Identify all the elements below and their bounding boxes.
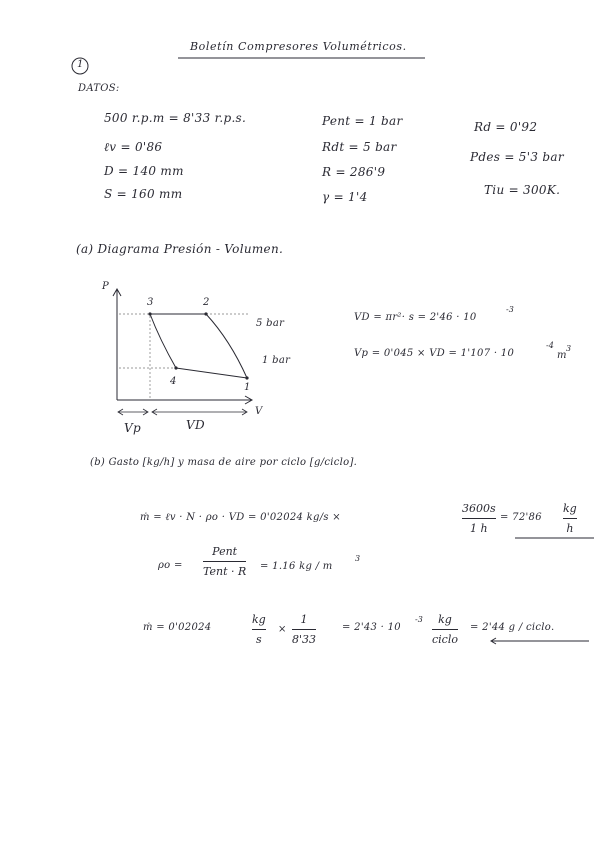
eq-m-unit-den: h [566, 522, 574, 535]
eq-w-unit-den: s [256, 633, 262, 646]
eq-vp-exponent: -4 [546, 341, 554, 350]
problem-number: 1 [77, 59, 84, 70]
pv-label-5bar: 5 bar [256, 318, 285, 329]
eq-m-unit-num: kg [563, 502, 577, 515]
eq-w-unit2-den: ciclo [432, 633, 458, 646]
part-b-heading: (b) Gasto [kg/h] y masa de aire por ciclo [g/ciclo]. [90, 457, 358, 468]
dato-rpm: 500 r.p.m = 8'33 r.p.s. [104, 111, 247, 125]
eq-w-unit-num: kg [252, 613, 266, 626]
pv-label-vp: Vp [124, 421, 141, 435]
eq-w-exponent: -3 [415, 615, 423, 624]
eq-vp-unit: m [557, 350, 567, 361]
pv-point-2: 2 [203, 297, 210, 308]
eq-w-lhs: ṁ = 0'02024 [143, 622, 212, 633]
eq-vp: Vp = 0'045 × VD = 1'107 · 10 [354, 348, 515, 359]
page-title: Boletín Compresores Volumétricos. [190, 40, 407, 53]
dato-gamma: γ = 1'4 [322, 190, 368, 204]
eq-w-unit2-num: kg [438, 613, 452, 626]
dato-rdt: Rdt = 5 bar [322, 140, 397, 154]
pv-label-1bar: 1 bar [262, 355, 291, 366]
eq-w-fraction-den: 8'33 [292, 633, 317, 646]
eq-w-result: = 2'43 · 10 [342, 622, 401, 633]
eq-rho-lhs: ρo = [158, 560, 183, 571]
eq-m-result: = 72'86 [500, 512, 542, 523]
pv-point-3: 3 [147, 297, 154, 308]
pv-point-1: 1 [244, 382, 251, 393]
dato-pent: Pent = 1 bar [322, 114, 403, 128]
eq-m-lhs: ṁ = ℓv · N · ρo · VD = 0'02024 kg/s × [140, 512, 341, 523]
pv-point-4: 4 [170, 376, 177, 387]
eq-m-fraction-den: 1 h [470, 522, 488, 535]
dato-stroke: S = 160 mm [104, 187, 183, 201]
dato-lv: ℓv = 0'86 [104, 140, 163, 154]
dato-tiu: Tiu = 300K. [484, 183, 561, 197]
eq-vp-unit-exponent: 3 [566, 344, 572, 353]
part-a-heading: (a) Diagrama Presión - Volumen. [76, 242, 284, 256]
eq-w-times: × [278, 624, 287, 635]
pv-axis-p: P [102, 281, 110, 292]
dato-rd: Rd = 0'92 [474, 120, 538, 134]
eq-vd-exponent: -3 [506, 305, 514, 314]
pv-label-vd: VD [186, 418, 205, 432]
dato-diameter: D = 140 mm [104, 164, 184, 178]
eq-rho-exponent: 3 [355, 554, 361, 563]
dato-r: R = 286'9 [322, 165, 386, 179]
eq-rho-result: = 1.16 kg / m [260, 561, 333, 572]
eq-vd: VD = πr²· s = 2'46 · 10 [354, 312, 477, 323]
dato-pdes: Pdes = 5'3 bar [470, 150, 564, 164]
datos-label: DATOS: [78, 83, 120, 94]
eq-m-fraction-num: 3600s [462, 502, 496, 515]
pv-axis-v: V [255, 406, 263, 417]
eq-rho-fraction-den: Tent · R [203, 565, 247, 578]
eq-w-fraction-num: 1 [300, 613, 308, 626]
eq-rho-fraction-num: Pent [212, 545, 238, 558]
eq-w-final: = 2'44 g / ciclo. [470, 622, 555, 633]
